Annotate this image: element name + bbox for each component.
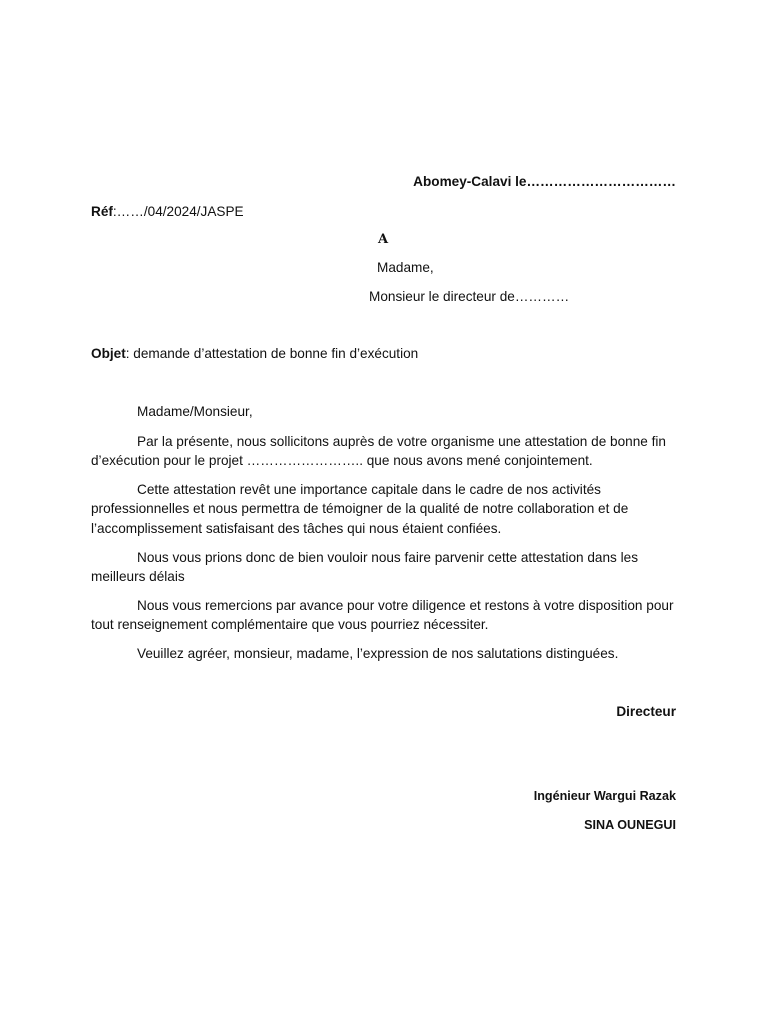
body-paragraph-3: Nous vous prions donc de bien vouloir nous faire parvenir cette attestation dans les meilleurs délais bbox=[91, 550, 638, 585]
signature-title: Directeur bbox=[616, 704, 676, 719]
subject-text: : demande d’attestation de bonne fin d’exécution bbox=[125, 346, 419, 361]
reference-label: Réf bbox=[91, 204, 113, 219]
body-paragraph-4: Nous vous remercions par avance pour votre diligence et restons à votre disposition pour tout renseignement complémentaire que vous pourriez nécessiter. bbox=[91, 598, 674, 633]
signatory-name: Ingénieur Wargui Razak bbox=[533, 789, 676, 803]
subject-line bbox=[91, 344, 418, 363]
subject-label: Objet bbox=[91, 346, 126, 361]
reference bbox=[91, 202, 244, 221]
body-paragraph-1: Par la présente, nous sollicitons auprès de votre organisme une attestation de bonne fin d’exécution pour le projet …………………….. que nous avons mené conjointement. bbox=[91, 434, 666, 469]
signatory-organization: SINA OUNEGUI bbox=[584, 818, 676, 832]
place-date: Abomey-Calavi le…………………………… bbox=[413, 174, 676, 189]
body-paragraph-2: Cette attestation revêt une importance capitale dans le cadre de nos activités professionnelles et nous permettra de témoigner de la qualité de notre collaboration et de l’accomplissement satisfaisant des tâches qui nous étaient confiées. bbox=[91, 482, 629, 536]
recipient-line-2: Monsieur le directeur de………… bbox=[369, 289, 570, 304]
closing-paragraph: Veuillez agréer, monsieur, madame, l’expression de nos salutations distinguées. bbox=[137, 646, 619, 661]
salutation: Madame/Monsieur, bbox=[137, 404, 253, 419]
reference-value: :……/04/2024/JASPE bbox=[112, 204, 244, 219]
recipient-a-label: A bbox=[378, 232, 389, 247]
recipient-line-1: Madame, bbox=[377, 260, 434, 275]
